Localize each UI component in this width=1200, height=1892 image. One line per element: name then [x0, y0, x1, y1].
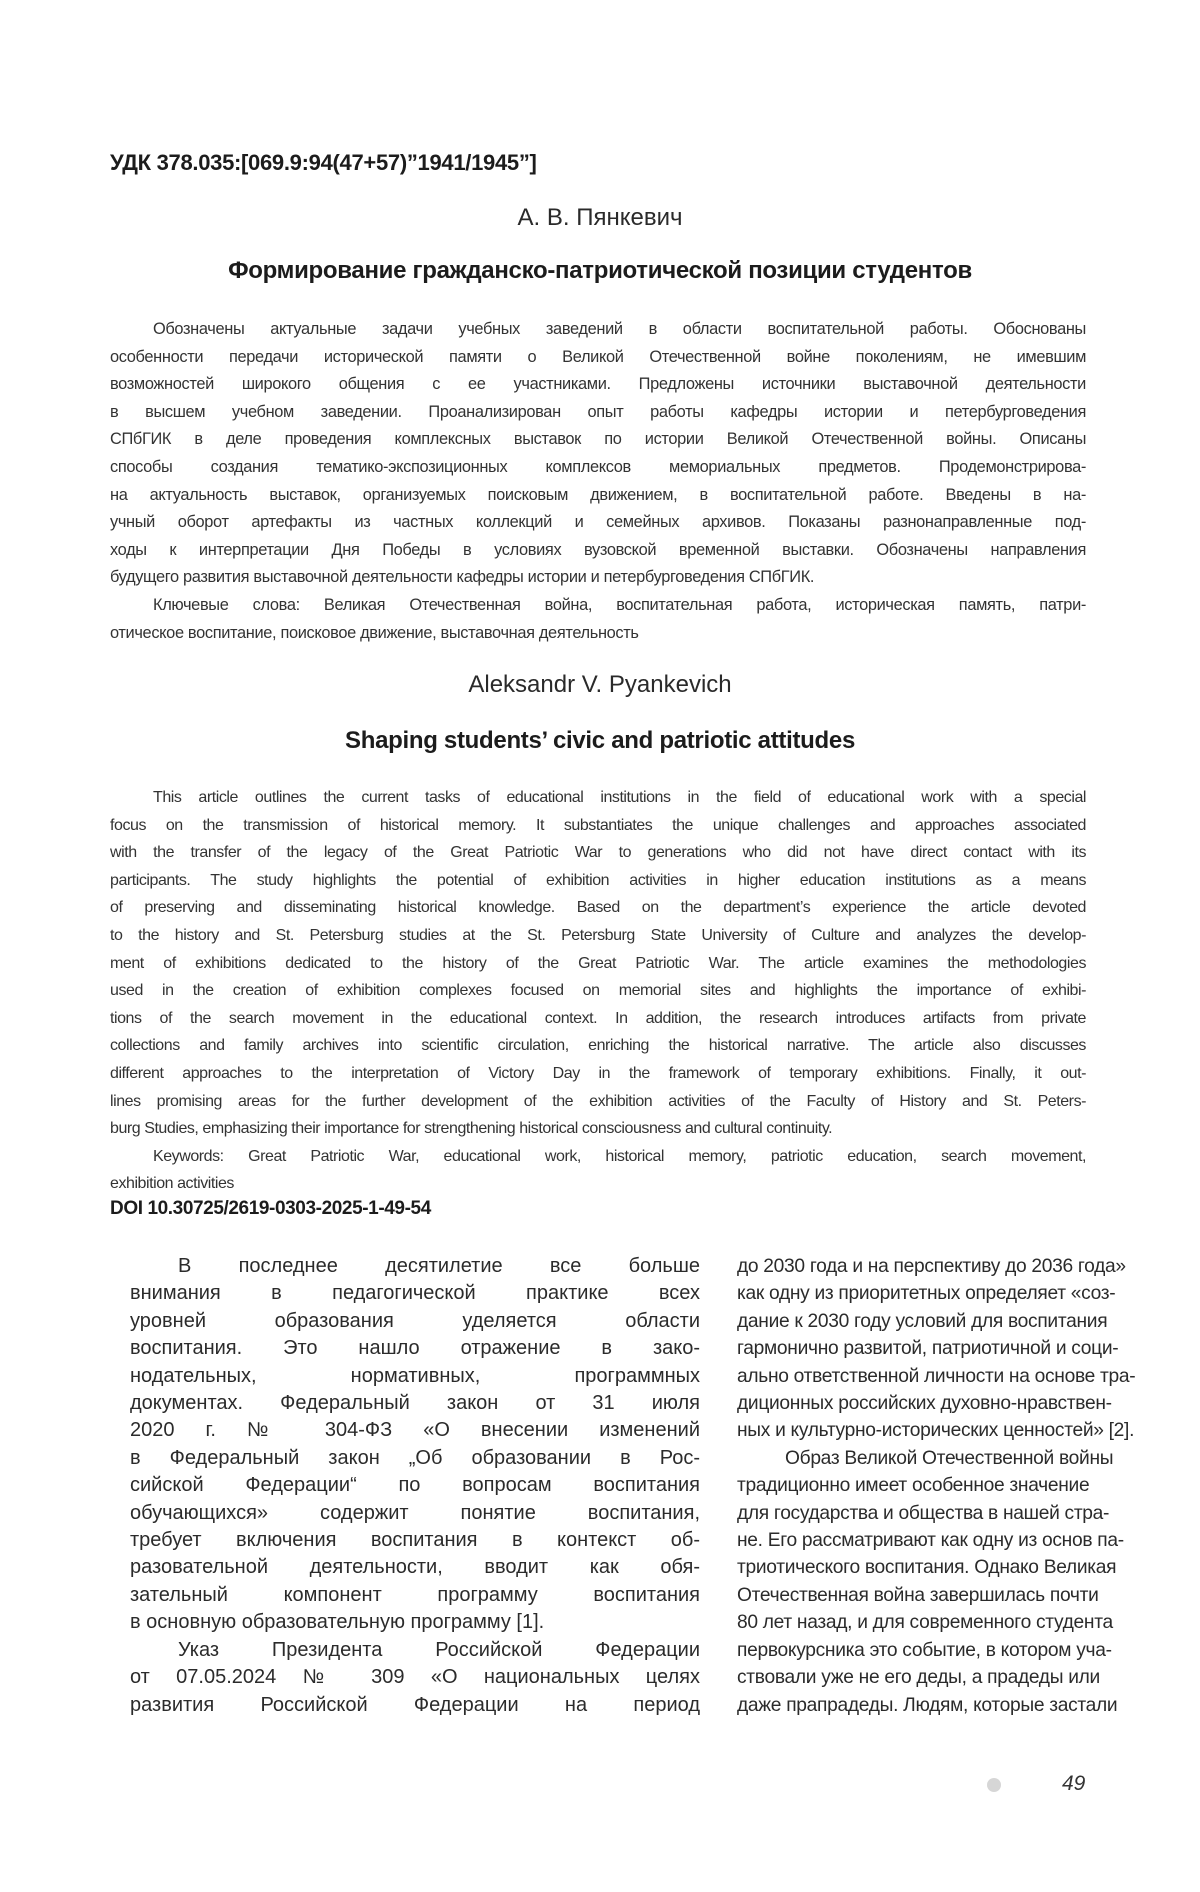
- text-line: This article outlines the current tasks of educational institutions in the field of educational work with a special: [153, 789, 1086, 806]
- paragraph: [110, 1143, 1086, 1198]
- text-line: уровней образования уделяется области: [130, 1309, 700, 1332]
- text-line: В последнее десятилетие все больше: [178, 1255, 700, 1277]
- text-line: внимания в педагогической практике всех: [130, 1282, 700, 1305]
- paragraph: [110, 316, 1086, 592]
- text-line: ment of exhibitions dedicated to the history of the Great Patriotic War. The article examines the methodologies: [110, 954, 1086, 972]
- text-line: от 07.05.2024 № 309 «О национальных целях: [130, 1666, 700, 1689]
- text-line: of preserving and disseminating historical knowledge. Based on the department’s experience the article devoted: [110, 899, 1086, 917]
- body-column-right: [737, 1253, 1136, 1719]
- text-line: Указ Президента Российской Федерации: [178, 1638, 700, 1661]
- text-line: учный оборот артефакты из частных коллекций и семейных архивов. Показаны разнонаправленные под-: [110, 513, 1086, 532]
- text-line: для государства и общества в нашей стра-: [737, 1502, 1110, 1524]
- text-line: participants. The study highlights the potential of exhibition activities in higher education institutions as a means: [110, 871, 1086, 889]
- text-line: to the history and St. Petersburg studies at the St. Petersburg State University of Culture and analyzes the develop-: [110, 926, 1086, 944]
- text-line: focus on the transmission of historical memory. It substantiates the unique challenges and approaches associated: [110, 816, 1086, 834]
- text-line: with the transfer of the legacy of the Great Patriotic War to generations who did not have direct contact with its: [110, 844, 1086, 862]
- text-line: ных и культурно-исторических ценностей» [2].: [737, 1420, 1135, 1442]
- text-line: документах. Федеральный закон от 31 июля: [130, 1392, 700, 1415]
- text-line: традиционно имеет особенное значение: [737, 1475, 1090, 1497]
- abstract-ru: [110, 316, 1086, 647]
- text-line: Keywords: Great Patriotic War, educational work, historical memory, patriotic education, search movement,: [153, 1147, 1086, 1165]
- text-line: воспитания. Это нашло отражение в зако-: [130, 1337, 700, 1360]
- author-ru: А. В. Пянкевич: [517, 204, 683, 231]
- body-column-left: [130, 1253, 700, 1719]
- text-line: нодательных, нормативных, программных: [130, 1364, 700, 1387]
- text-line: collections and family archives into scientific circulation, enriching the historical narrative. The article also discusses: [110, 1037, 1086, 1055]
- text-line: Ключевые слова: Великая Отечественная война, воспитательная работа, историческая память, патри-: [153, 595, 1086, 614]
- text-line: развития Российской Федерации на период: [130, 1693, 700, 1716]
- text-line: требует включения воспитания в контекст об-: [130, 1529, 700, 1552]
- text-line: не. Его рассматривают как одну из основ па-: [737, 1530, 1124, 1552]
- text-line: особенности передачи исторической памяти о Великой Отечественной войне поколениям, не имевшим: [110, 347, 1086, 366]
- paragraph: [130, 1253, 700, 1637]
- text-line: до 2030 года и на перспективу до 2036 года»: [737, 1256, 1126, 1277]
- text-line: lines promising areas for the further development of the exhibition activities of the Faculty of History and St. Peters-: [110, 1092, 1086, 1110]
- doi: DOI 10.30725/2619-0303-2025-1-49-54: [110, 1198, 431, 1219]
- paragraph: [110, 592, 1086, 647]
- text-line: гармонично развитой, патриотичной и соци-: [737, 1338, 1119, 1360]
- paragraph: [110, 784, 1086, 1143]
- text-line: в Федеральный закон „Об образовании в Рос-: [130, 1446, 700, 1469]
- text-line: диционных российских духовно-нравствен-: [737, 1393, 1112, 1415]
- text-line: зательный компонент программу воспитания: [130, 1583, 700, 1606]
- text-line: ально ответственной личности на основе тра-: [737, 1365, 1136, 1387]
- udk-code: УДК 378.035:[069.9:94(47+57)”1941/1945”]: [110, 150, 537, 175]
- text-line: первокурсника это событие, в котором уча-: [737, 1639, 1112, 1661]
- text-line: 80 лет назад, и для современного студента: [737, 1612, 1113, 1634]
- text-line: used in the creation of exhibition complexes focused on memorial sites and highlights the importance of exhibi-: [110, 982, 1086, 1000]
- text-line: будущего развития выставочной деятельности кафедры истории и петербурговедения СПбГИК.: [110, 568, 815, 587]
- text-line: дание к 2030 году условий для воспитания: [737, 1310, 1108, 1332]
- paragraph: [737, 1445, 1124, 1719]
- text-line: разовательной деятельности, вводит как обя-: [130, 1556, 700, 1579]
- text-line: ходы к интерпретации Дня Победы в условиях вузовской временной выставки. Обозначены направления: [110, 540, 1086, 559]
- paragraph: [737, 1253, 1136, 1445]
- text-line: different approaches to the interpretation of Victory Day in the framework of temporary exhibitions. Finally, it out-: [110, 1064, 1086, 1082]
- page-number: 49: [1062, 1772, 1086, 1795]
- text-line: в высшем учебном заведении. Проанализирован опыт работы кафедры истории и петербурговедения: [110, 402, 1086, 421]
- text-line: tions of the search movement in the educational context. In addition, the research introduces artifacts from private: [110, 1009, 1086, 1027]
- text-line: сийской Федерации“ по вопросам воспитания: [130, 1474, 700, 1497]
- text-line: в основную образовательную программу [1].: [130, 1611, 545, 1634]
- text-line: ствовали уже не его деды, а прадеды или: [737, 1667, 1100, 1689]
- text-line: как одну из приоритетных определяет «соз-: [737, 1283, 1116, 1305]
- text-line: на актуальность выставок, организуемых поисковым движением, в воспитательной работе. Введены в на-: [110, 485, 1086, 504]
- text-line: burg Studies, emphasizing their importance for strengthening historical consciousness and cultural continuity.: [110, 1120, 833, 1138]
- text-line: Отечественная война завершилась почти: [737, 1584, 1099, 1606]
- text-line: триотического воспитания. Однако Великая: [737, 1557, 1117, 1579]
- text-line: обучающихся» содержит понятие воспитания,: [130, 1501, 700, 1524]
- article-title-ru: Формирование гражданско-патриотической позиции студентов: [228, 257, 972, 284]
- text-line: 2020 г. № 304-ФЗ «О внесении изменений: [130, 1419, 700, 1442]
- abstract-en: [110, 784, 1086, 1198]
- author-en: Aleksandr V. Pyankevich: [468, 671, 732, 698]
- text-line: Обозначены актуальные задачи учебных заведений в области воспитательной работы. Обоснованы: [153, 320, 1086, 338]
- text-line: отическое воспитание, поисковое движение, выставочная деятельность: [110, 623, 639, 642]
- page-marker-dot: [987, 1778, 1001, 1792]
- text-line: возможностей широкого общения с ее участниками. Предложены источники выставочной деятельности: [110, 375, 1086, 394]
- text-line: exhibition activities: [110, 1175, 234, 1193]
- text-line: Образ Великой Отечественной войны: [785, 1447, 1114, 1469]
- text-line: даже прапрадеды. Людям, которые застали: [737, 1694, 1118, 1716]
- text-line: способы создания тематико-экспозиционных комплексов мемориальных предметов. Продемонстрирова-: [110, 457, 1086, 476]
- paragraph: [130, 1637, 700, 1719]
- text-line: СПбГИК в деле проведения комплексных выставок по истории Великой Отечественной войны. Описаны: [110, 430, 1086, 449]
- article-title-en: Shaping students’ civic and patriotic attitudes: [345, 727, 855, 754]
